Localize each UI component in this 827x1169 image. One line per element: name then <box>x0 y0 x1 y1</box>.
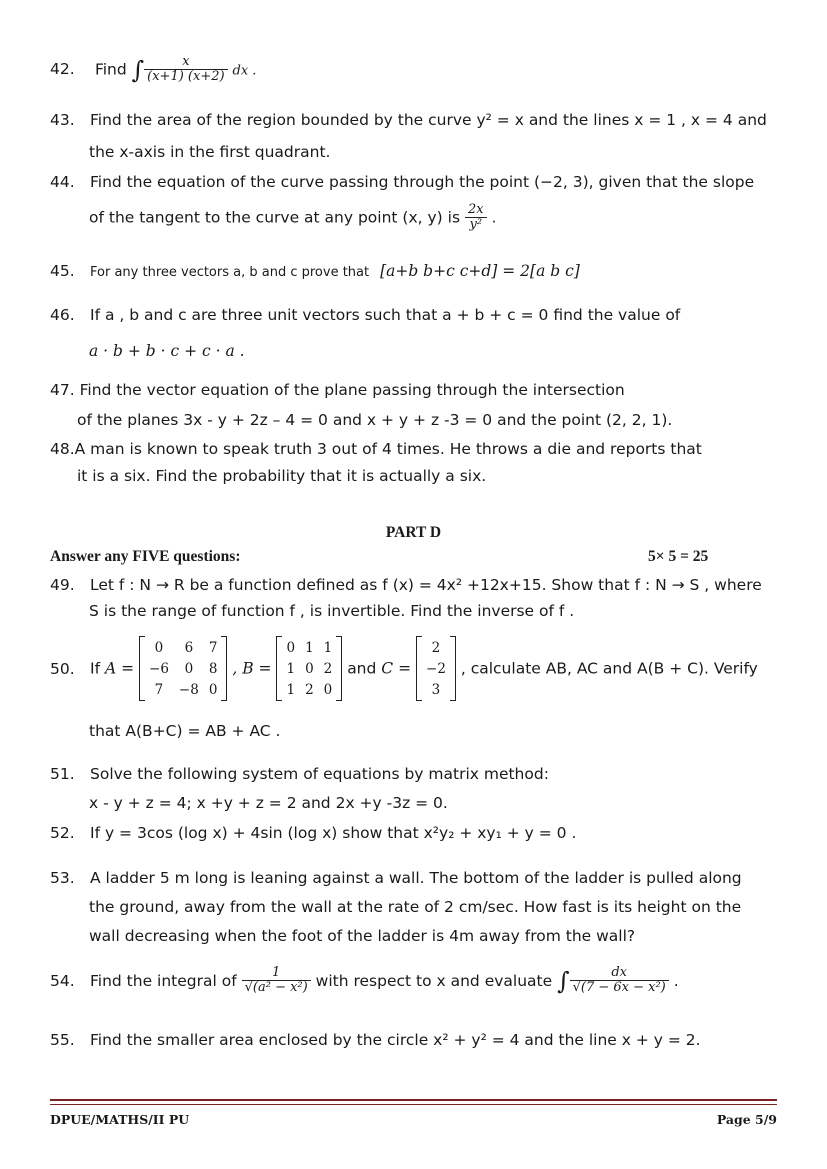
question-number: 53. <box>50 869 75 887</box>
instruction: Answer any FIVE questions: <box>50 548 241 565</box>
question-number: 55. <box>50 1031 75 1049</box>
question-number: 42. <box>50 60 75 79</box>
question-line: Find the equation of the curve passing through the point (−2, 3), given that the slope <box>90 173 755 191</box>
question-50-line2: that A(B+C) = AB + AC . <box>89 722 281 740</box>
footer-rule-thin <box>50 1104 777 1105</box>
question-43-line2: the x-axis in the first quadrant. <box>89 143 331 161</box>
question-45 <box>50 262 777 280</box>
question-46 <box>50 306 777 324</box>
question-number: 52. <box>50 824 75 842</box>
question-55 <box>50 1031 777 1049</box>
question-51-line2: x - y + z = 4; x +y + z = 2 and 2x +y -3z = 0. <box>89 794 448 812</box>
question-43 <box>50 111 777 129</box>
footer-rule-thick <box>50 1099 777 1101</box>
question-number: 48. <box>50 440 75 458</box>
footer-left: DPUE/MATHS/II PU <box>50 1112 190 1127</box>
matrix-c: 2 −2 3 <box>416 636 456 701</box>
question-text: For any three vectors a, b and c prove that <box>90 265 370 280</box>
question-52 <box>50 824 777 842</box>
question-49-line2: S is the range of function f , is invertible. Find the inverse of f . <box>89 602 575 620</box>
question-53-line3: wall decreasing when the foot of the ladder is 4m away from the wall? <box>89 927 636 945</box>
question-42 <box>50 55 777 85</box>
question-line: If a , b and c are three unit vectors such that a + b + c = 0 find the value of <box>90 306 681 324</box>
question-51 <box>50 765 777 783</box>
question-number: 45. <box>50 262 75 280</box>
slope-fraction: $\frac{2x}{\text{y²}}$ <box>465 203 487 233</box>
question-47-line2: of the planes 3x - y + 2z – 4 = 0 and x + y + z -3 = 0 and the point (2, 2, 1). <box>77 411 673 429</box>
question-48 <box>50 440 777 458</box>
question-number: 44. <box>50 173 75 191</box>
question-50: 50. If A = 0 6 7 −6 0 8 7 −8 0 , B = 0 1 1 1 0 2 1 2 0 and C = 2 −2 3 , calculate AB, AC and A(B + C). Verify <box>50 636 777 708</box>
question-line: A ladder 5 m long is leaning against a wall. The bottom of the ladder is pulled along <box>90 869 742 887</box>
integral-fraction: $\frac{dx}{\text{√(7 − 6x − x²)}}$ <box>570 966 669 996</box>
question-text: If y = 3cos (log x) + 4sin (log x) show that x²y₂ + xy₁ + y = 0 . <box>90 824 577 842</box>
question-44-line2: of the tangent to the curve at any point (x, y) is $\frac{2x}{\text{y²}}$ . <box>89 202 497 233</box>
question-line: Find the vector equation of the plane passing through the intersection <box>79 381 625 399</box>
matrix-b: 0 1 1 1 0 2 1 2 0 <box>276 636 342 701</box>
question-number: 47. <box>50 381 75 399</box>
question-number: 50. <box>50 659 75 678</box>
question-53 <box>50 869 777 887</box>
matrix-a: 0 6 7 −6 0 8 7 −8 0 <box>139 636 227 701</box>
integrand-fraction: $\frac{1}{\text{√(a² − x²)}}$ <box>242 966 311 996</box>
differential: dx . <box>232 63 257 79</box>
question-line: Find the area of the region bounded by the curve y² = x and the lines x = 1 , x = 4 and <box>90 111 767 129</box>
question-number: 49. <box>50 576 75 594</box>
question-line: Solve the following system of equations by matrix method: <box>90 765 549 783</box>
question-number: 51. <box>50 765 75 783</box>
question-number: 46. <box>50 306 75 324</box>
integral-sign: ∫ <box>557 966 570 995</box>
fraction: $\frac{x}{(x+1) (x+2)}$ <box>144 55 227 85</box>
question-text: Find the smaller area enclosed by the circle x² + y² = 4 and the line x + y = 2. <box>90 1031 701 1049</box>
question-text: Find <box>94 60 127 79</box>
question-number: 54. <box>50 971 75 990</box>
question-47 <box>50 381 777 399</box>
part-heading: PART D <box>385 524 442 541</box>
marks: 5× 5 = 25 <box>648 548 709 565</box>
question-line: A man is known to speak truth 3 out of 4 times. He throws a die and reports that <box>74 440 702 458</box>
question-46-line2: a · b + b · c + c · a . <box>89 342 245 360</box>
vector-identity: [a+b b+c c+d] = 2[a b c] <box>380 262 580 280</box>
question-line: Let f : N → R be a function defined as f (x) = 4x² +12x+15. Show that f : N → S , where <box>90 576 762 594</box>
question-48-line2: it is a six. Find the probability that it is actually a six. <box>77 467 487 485</box>
question-49 <box>50 576 777 594</box>
integral-sign: ∫ <box>131 55 145 84</box>
question-number: 43. <box>50 111 75 129</box>
question-44 <box>50 173 777 191</box>
page-number: Page 5/9 <box>716 1112 777 1127</box>
question-53-line2: the ground, away from the wall at the rate of 2 cm/sec. How fast is its height on the <box>89 898 742 916</box>
question-54: 54. Find the integral of $\frac{1}{\text{√(a² − x²)}}$ with respect to x and evaluate ∫ $\frac{dx}{\text{√(7 − 6x − x²)}}$ . <box>50 965 679 996</box>
